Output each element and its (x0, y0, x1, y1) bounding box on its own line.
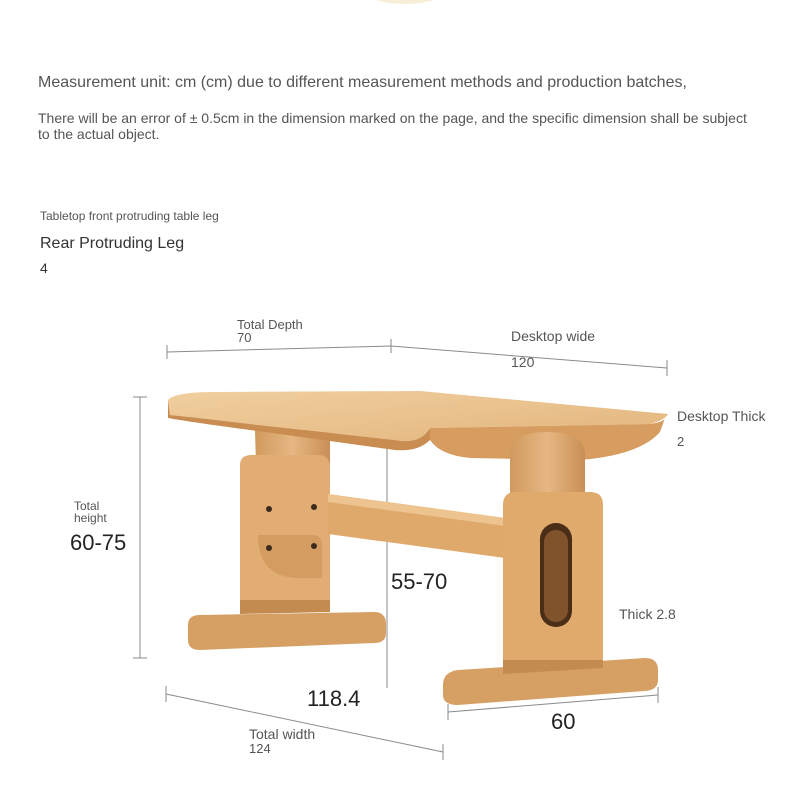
leg-height-value: 55-70 (391, 569, 448, 594)
total-depth-line (167, 346, 391, 352)
rear-protruding-value: 4 (40, 260, 48, 276)
desktop-wide-value: 120 (511, 354, 535, 370)
foot-span-value: 118.4 (307, 686, 361, 711)
total-height-label-1: Total (74, 499, 100, 513)
front-protruding-label: Tabletop front protruding table leg (40, 209, 219, 223)
measurement-unit-notice: Measurement unit: cm (cm) due to different measurement methods and production batches, (38, 74, 687, 91)
total-width-value: 124 (249, 741, 271, 756)
total-height-value: 60-75 (70, 530, 127, 555)
dimension-error-notice: There will be an error of ± 0.5cm in the dimension marked on the page, and the specific dimension shall be subject to the actual object. (38, 110, 747, 142)
front-leg (443, 432, 658, 705)
desktop-wide-label: Desktop wide (511, 328, 596, 344)
tabletop (168, 391, 668, 460)
total-depth-label: Total Depth (237, 317, 303, 332)
total-width-label: Total width (249, 726, 316, 742)
total-width-line (166, 694, 443, 752)
leg-thick-label: Thick 2.8 (619, 606, 676, 622)
desktop-thick-value: 2 (677, 434, 685, 449)
rear-protruding-label: Rear Protruding Leg (40, 235, 185, 252)
desktop-thick-label: Desktop Thick (677, 408, 766, 424)
total-depth-value: 70 (237, 330, 252, 345)
rear-leg (188, 430, 386, 650)
foot-width-value: 60 (551, 709, 576, 734)
total-height-label-2: height (74, 511, 107, 525)
